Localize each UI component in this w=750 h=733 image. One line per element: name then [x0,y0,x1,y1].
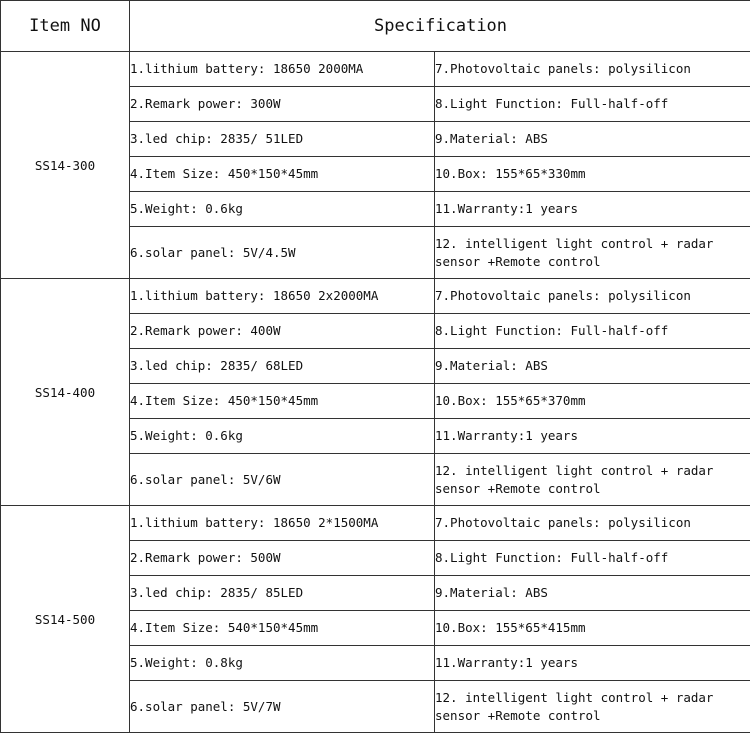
table-row [1,279,750,314]
spec-cell: 12. intelligent light control + radar sensor +Remote control [435,227,750,279]
item-number-cell: SS14-500 [1,506,130,733]
spec-cell: 6.solar panel: 5V/4.5W [130,227,435,279]
spec-cell: 9.Material: ABS [435,576,750,611]
spec-cell: 9.Material: ABS [435,122,750,157]
spec-cell: 10.Box: 155*65*415mm [435,611,750,646]
item-no-header: Item NO [1,1,130,52]
spec-cell: 5.Weight: 0.8kg [130,646,435,681]
spec-cell: 11.Warranty:1 years [435,192,750,227]
spec-cell: 3.led chip: 2835/ 51LED [130,122,435,157]
spec-cell: 12. intelligent light control + radar sensor +Remote control [435,681,750,733]
spec-cell: 4.Item Size: 540*150*45mm [130,611,435,646]
spec-cell: 4.Item Size: 450*150*45mm [130,384,435,419]
spec-cell: 1.lithium battery: 18650 2x2000MA [130,279,435,314]
table-row [1,52,750,87]
item-number-cell: SS14-300 [1,52,130,279]
spec-cell: 2.Remark power: 300W [130,87,435,122]
spec-cell: 12. intelligent light control + radar sensor +Remote control [435,454,750,506]
spec-cell: 2.Remark power: 500W [130,541,435,576]
spec-cell: 3.led chip: 2835/ 68LED [130,349,435,384]
spec-cell: 5.Weight: 0.6kg [130,419,435,454]
spec-cell: 7.Photovoltaic panels: polysilicon [435,506,750,541]
spec-cell: 3.led chip: 2835/ 85LED [130,576,435,611]
spec-cell: 9.Material: ABS [435,349,750,384]
table-row [1,506,750,541]
spec-cell: 7.Photovoltaic panels: polysilicon [435,52,750,87]
spec-cell: 8.Light Function: Full-half-off [435,541,750,576]
spec-cell: 10.Box: 155*65*330mm [435,157,750,192]
item-number-cell: SS14-400 [1,279,130,506]
spec-cell: 5.Weight: 0.6kg [130,192,435,227]
specification-header: Specification [130,1,750,52]
spec-cell: 4.Item Size: 450*150*45mm [130,157,435,192]
spec-cell: 2.Remark power: 400W [130,314,435,349]
spec-cell: 8.Light Function: Full-half-off [435,87,750,122]
spec-cell: 8.Light Function: Full-half-off [435,314,750,349]
spec-cell: 11.Warranty:1 years [435,646,750,681]
spec-cell: 1.lithium battery: 18650 2*1500MA [130,506,435,541]
spec-cell: 10.Box: 155*65*370mm [435,384,750,419]
spec-cell: 11.Warranty:1 years [435,419,750,454]
spec-cell: 7.Photovoltaic panels: polysilicon [435,279,750,314]
spec-cell: 6.solar panel: 5V/7W [130,681,435,733]
spec-cell: 1.lithium battery: 18650 2000MA [130,52,435,87]
spec-cell: 6.solar panel: 5V/6W [130,454,435,506]
